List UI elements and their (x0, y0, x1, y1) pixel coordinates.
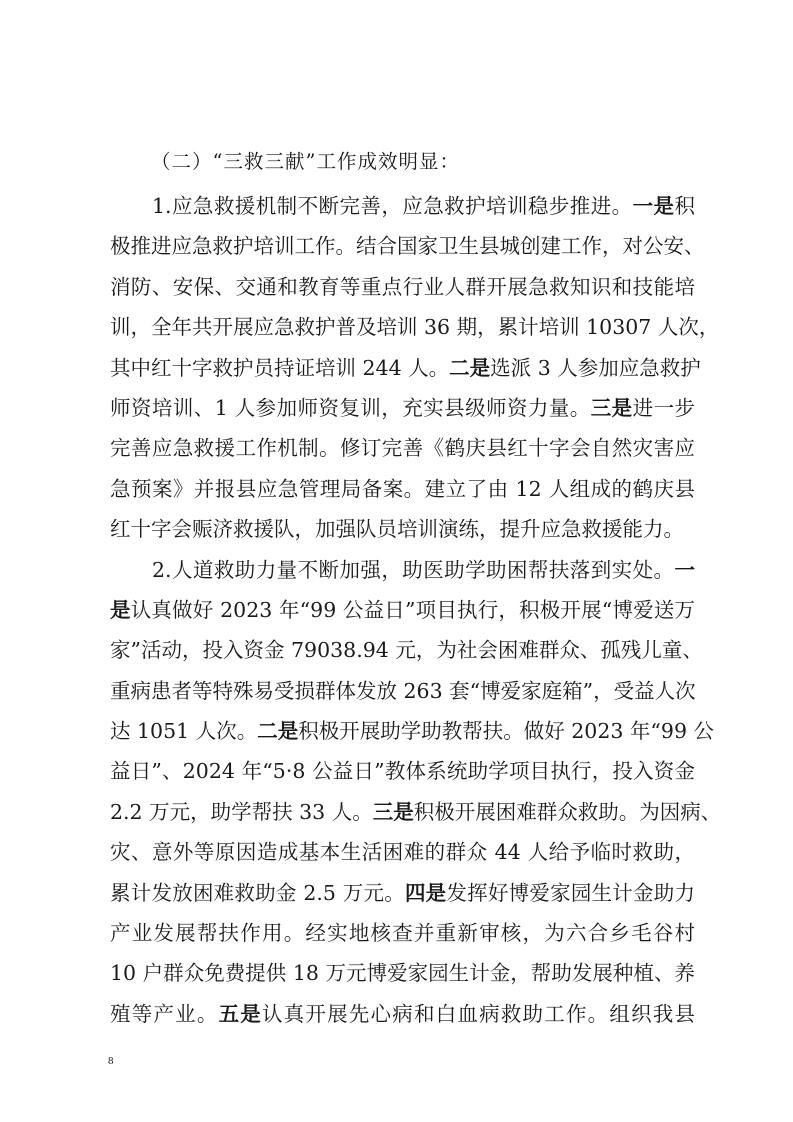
paragraph-line: 累计发放困难救助金 2.5 万元。四是发挥好博爱家园生计金助力 (110, 880, 696, 905)
paragraph-line: 是认真做好 2023 年“99 公益日”项目执行，积极开展“博爱送万 (110, 597, 695, 622)
paragraph-line: 产业发展帮扶作用。经实地核查并重新审核，为六合乡毛谷村 (110, 921, 695, 946)
paragraph-line: 训，全年共开展应急救护普及培训 36 期，累计培训 10307 人次， (110, 315, 720, 340)
section-heading: （二）“三救三献”工作成效明显： (151, 150, 460, 173)
paragraph-line: 重病患者等特殊易受损群体发放 263 套“博爱家庭箱”，受益人次 (110, 678, 696, 703)
paragraph-line: 灾、意外等原因造成基本生活困难的群众 44 人给予临时救助， (110, 840, 695, 865)
body-text (110, 186, 722, 1034)
paragraph-line: 师资培训、1 人参加师资复训，充实县级师资力量。三是进一步 (110, 395, 696, 420)
paragraph-line: 2.2 万元，助学帮扶 33 人。三是积极开展困难群众救助。为因病、 (110, 799, 722, 824)
paragraph-line: 益日”、2024 年“5·8 公益日”教体系统助学项目执行，投入资金 (110, 759, 695, 784)
paragraph-line: 消防、安保、交通和教育等重点行业人群开展急救知识和技能培 (110, 274, 695, 299)
paragraph-line: 殖等产业。五是认真开展先心病和白血病救助工作。组织我县 (110, 1001, 696, 1026)
paragraph-line: 红十字会赈济救援队，加强队员培训演练，提升应急救援能力。 (110, 517, 684, 542)
paragraph-line: 2.人道救助力量不断加强，助医助学助困帮扶落到实处。一 (152, 557, 695, 582)
paragraph-line: 达 1051 人次。二是积极开展助学助教帮扶。做好 2023 年“99 公 (110, 719, 715, 744)
page-number: 8 (108, 1055, 114, 1067)
paragraph-line: 家”活动，投入资金 79038.94 元，为社会困难群众、孤残儿童、 (110, 638, 703, 663)
paragraph-line: 其中红十字救护员持证培训 244 人。二是选派 3 人参加应急救护 (110, 355, 701, 380)
paragraph-line: 完善应急救援工作机制。修订完善《鹤庆县红十字会自然灾害应 (110, 436, 695, 461)
paragraph-line: 10 户群众免费提供 18 万元博爱家园生计金，帮助发展种植、养 (110, 961, 695, 986)
paragraph-line: 1.应急救援机制不断完善，应急救护培训稳步推进。一是积 (152, 194, 695, 218)
paragraph-line: 极推进应急救护培训工作。结合国家卫生县城创建工作，对公安、 (110, 234, 705, 259)
paragraph-line: 急预案》并报县应急管理局备案。建立了由 12 人组成的鹤庆县 (110, 476, 695, 501)
